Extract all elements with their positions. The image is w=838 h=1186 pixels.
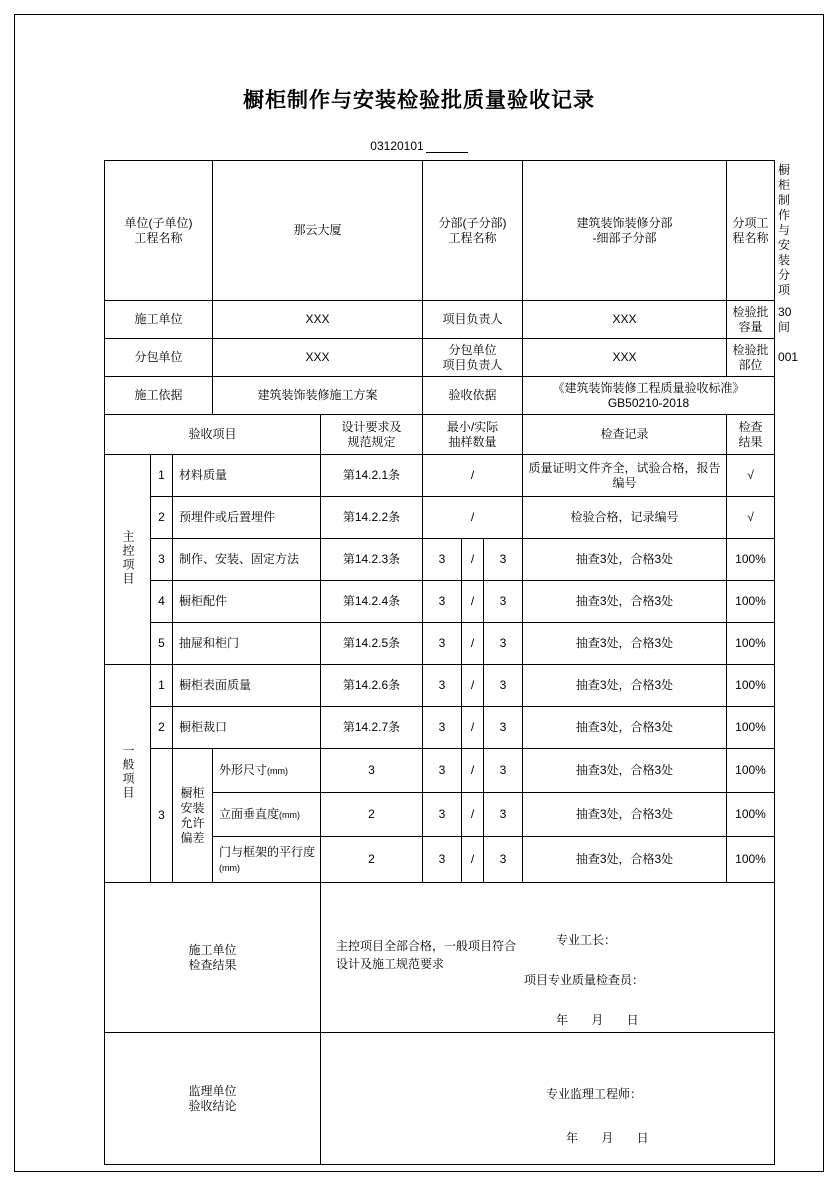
- item-sample: /: [423, 455, 523, 497]
- item-record: 质量证明文件齐全，试验合格，报告编号: [523, 455, 727, 497]
- item-spec: 第14.2.2条: [321, 497, 423, 539]
- deviation-record: 抽查3处，合格3处: [523, 837, 727, 883]
- deviation-spec: 2: [321, 793, 423, 837]
- item-no: 1: [151, 455, 173, 497]
- sample-slash: /: [462, 623, 484, 665]
- item-result: √: [727, 497, 775, 539]
- deviation-spec: 2: [321, 837, 423, 883]
- value-subcontractor-leader: XXX: [523, 339, 727, 377]
- construction-conclusion-row: [105, 883, 775, 1033]
- supervision-engineer-signature-label: 专业监理工程师：: [546, 1087, 643, 1101]
- section-label-general: 一般项目: [105, 665, 151, 883]
- sample-slash: /: [462, 793, 484, 837]
- deviation-no: 3: [151, 749, 173, 883]
- table-row: [105, 539, 775, 581]
- label-subcontractor-leader: 分包单位 项目负责人: [423, 339, 523, 377]
- construction-conclusion-body: [321, 883, 775, 1033]
- table-row: [105, 749, 775, 793]
- item-spec: 第14.2.6条: [321, 665, 423, 707]
- item-sample-actual: 3: [484, 581, 523, 623]
- page-title: 橱柜制作与安装检验批质量验收记录: [243, 89, 595, 112]
- item-sample-min: 3: [423, 581, 462, 623]
- sample-slash: /: [462, 665, 484, 707]
- item-name: 抽屉和柜门: [173, 623, 321, 665]
- sample-slash: /: [462, 749, 484, 793]
- item-no: 1: [151, 665, 173, 707]
- deviation-result: 100%: [727, 793, 775, 837]
- document-code-blank: [426, 138, 468, 153]
- label-construction-basis: 施工依据: [105, 377, 213, 415]
- item-name: 橱柜表面质量: [173, 665, 321, 707]
- deviation-result: 100%: [727, 749, 775, 793]
- item-spec: 第14.2.5条: [321, 623, 423, 665]
- deviation-sample-min: 3: [423, 837, 462, 883]
- document-code: [0, 138, 838, 153]
- deviation-name-text: 门与框架的平行度: [219, 844, 316, 859]
- deviation-sample-min: 3: [423, 749, 462, 793]
- label-division-project: 分部(子分部) 工程名称: [423, 161, 523, 301]
- deviation-unit: (mm): [219, 862, 240, 873]
- col-header-result: 检查 结果: [727, 415, 775, 455]
- label-acceptance-basis: 验收依据: [423, 377, 523, 415]
- item-spec: 第14.2.3条: [321, 539, 423, 581]
- item-spec: 第14.2.4条: [321, 581, 423, 623]
- table-row: [105, 455, 775, 497]
- item-name: 橱柜配件: [173, 581, 321, 623]
- item-result: 100%: [727, 539, 775, 581]
- table-row: [105, 497, 775, 539]
- label-batch-location: 检验批部位: [727, 339, 775, 377]
- label-subcontractor: 分包单位: [105, 339, 213, 377]
- item-record: 抽查3处，合格3处: [523, 665, 727, 707]
- deviation-name-text: 外形尺寸: [219, 763, 268, 777]
- item-result: 100%: [727, 623, 775, 665]
- item-sample-min: 3: [423, 539, 462, 581]
- sample-slash: /: [462, 581, 484, 623]
- label-batch-capacity: 检验批容量: [727, 301, 775, 339]
- item-record: 抽查3处，合格3处: [523, 707, 727, 749]
- table-row: [105, 665, 775, 707]
- item-sample-actual: 3: [484, 539, 523, 581]
- item-sample-actual: 3: [484, 707, 523, 749]
- deviation-unit: (mm): [279, 810, 301, 820]
- item-no: 3: [151, 539, 173, 581]
- deviation-unit: (mm): [267, 766, 289, 776]
- value-construction-basis: 建筑装饰装修施工方案: [213, 377, 423, 415]
- deviation-name: [213, 793, 321, 837]
- value-construction-unit: XXX: [213, 301, 423, 339]
- col-header-item: 验收项目: [105, 415, 321, 455]
- col-header-sample: 最小/实际 抽样数量: [423, 415, 523, 455]
- label-unit-project: 单位(子单位) 工程名称: [105, 161, 213, 301]
- item-record: 检验合格，记录编号: [523, 497, 727, 539]
- deviation-name: [213, 749, 321, 793]
- header-row-3: 分包单位 XXX 分包单位 项目负责人 XXX 检验批部位 001: [105, 339, 775, 377]
- supervision-conclusion-label: 监理单位 验收结论: [105, 1033, 321, 1165]
- label-construction-unit: 施工单位: [105, 301, 213, 339]
- item-name: 预埋件或后置埋件: [173, 497, 321, 539]
- item-name: 橱柜裁口: [173, 707, 321, 749]
- value-acceptance-basis: 《建筑装饰装修工程质量验收标准》GB50210-2018: [523, 377, 775, 415]
- section-label-main: 主控项目: [105, 455, 151, 665]
- item-no: 2: [151, 497, 173, 539]
- item-no: 5: [151, 623, 173, 665]
- construction-date-label: 年 月 日: [556, 1013, 649, 1027]
- item-result: 100%: [727, 665, 775, 707]
- label-subitem-project: 分项工程名称: [727, 161, 775, 301]
- deviation-result: 100%: [727, 837, 775, 883]
- item-result: 100%: [727, 581, 775, 623]
- item-spec: 第14.2.7条: [321, 707, 423, 749]
- item-no: 2: [151, 707, 173, 749]
- item-record: 抽查3处，合格3处: [523, 539, 727, 581]
- inspection-table: [104, 160, 799, 1165]
- construction-conclusion-label: 施工单位 检查结果: [105, 883, 321, 1033]
- item-result: √: [727, 455, 775, 497]
- table-row: [105, 623, 775, 665]
- deviation-group-label: 橱柜 安装 允许 偏差: [173, 749, 213, 883]
- deviation-sample-actual: 3: [484, 793, 523, 837]
- deviation-record: 抽查3处，合格3处: [523, 749, 727, 793]
- header-row-1: 单位(子单位) 工程名称 那云大厦 分部(子分部) 工程名称 建筑装饰装修分部 -细部子分部 分项工程名称 橱柜制作与 安装分项: [105, 161, 775, 301]
- quality-inspector-signature-label: 项目专业质量检查员：: [524, 973, 645, 987]
- value-division-project: 建筑装饰装修分部 -细部子分部: [523, 161, 727, 301]
- label-project-leader: 项目负责人: [423, 301, 523, 339]
- item-sample-min: 3: [423, 623, 462, 665]
- item-result: 100%: [727, 707, 775, 749]
- supervision-conclusion-row: [105, 1033, 775, 1165]
- construction-conclusion-text: 主控项目全部合格，一般项目符合设计及施工规范要求: [336, 939, 517, 971]
- col-header-spec: 设计要求及 规范规定: [321, 415, 423, 455]
- item-sample-actual: 3: [484, 665, 523, 707]
- item-sample-min: 3: [423, 707, 462, 749]
- item-record: 抽查3处，合格3处: [523, 581, 727, 623]
- supervision-date-label: 年 月 日: [566, 1131, 659, 1145]
- header-row-2: 施工单位 XXX 项目负责人 XXX 检验批容量 30间: [105, 301, 775, 339]
- item-spec: 第14.2.1条: [321, 455, 423, 497]
- item-name: 制作、安装、固定方法: [173, 539, 321, 581]
- deviation-sample-actual: 3: [484, 749, 523, 793]
- deviation-spec: 3: [321, 749, 423, 793]
- sample-slash: /: [462, 837, 484, 883]
- deviation-record: 抽查3处，合格3处: [523, 793, 727, 837]
- deviation-sample-min: 3: [423, 793, 462, 837]
- col-header-record: 检查记录: [523, 415, 727, 455]
- value-subcontractor: XXX: [213, 339, 423, 377]
- document-code-value: 03120101: [370, 139, 424, 153]
- sample-slash: /: [462, 707, 484, 749]
- column-header-row: [105, 415, 775, 455]
- supervision-conclusion-body: [321, 1033, 775, 1165]
- item-name: 材料质量: [173, 455, 321, 497]
- item-sample: /: [423, 497, 523, 539]
- deviation-sample-actual: 3: [484, 837, 523, 883]
- item-sample-min: 3: [423, 665, 462, 707]
- item-sample-actual: 3: [484, 623, 523, 665]
- foreman-signature-label: 专业工长：: [556, 933, 617, 947]
- item-record: 抽查3处，合格3处: [523, 623, 727, 665]
- sample-slash: /: [462, 539, 484, 581]
- value-project-leader: XXX: [523, 301, 727, 339]
- value-unit-project: 那云大厦: [213, 161, 423, 301]
- table-row: [105, 581, 775, 623]
- deviation-name-text: 立面垂直度: [219, 807, 280, 821]
- table-row: [105, 707, 775, 749]
- deviation-name: [213, 837, 321, 883]
- item-no: 4: [151, 581, 173, 623]
- header-row-4: [105, 377, 775, 415]
